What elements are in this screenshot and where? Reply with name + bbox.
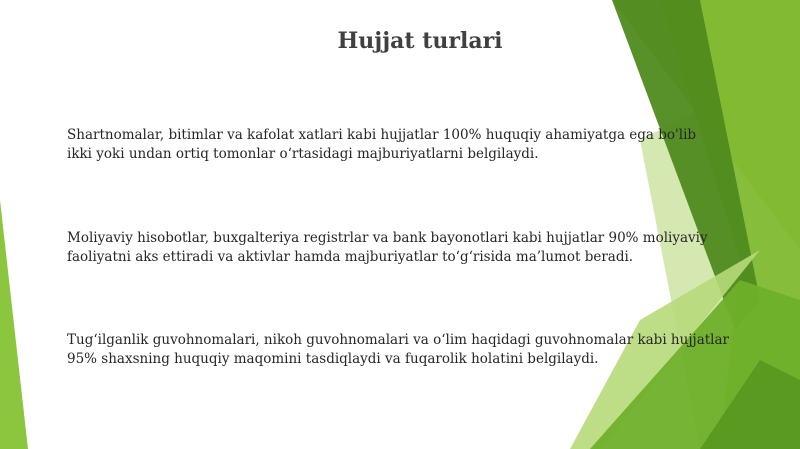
paragraph-line: Shartnomalar, bitimlar va kafolat xatlari kabi hujjatlar 100% huquqiy ahamiyatga ega bo'lib: [67, 127, 697, 143]
paragraph-certificates: [67, 331, 787, 369]
paragraph-contracts: [67, 126, 787, 164]
paragraph-line: 95% shaxsning huquqiy maqomini tasdiqlaydi va fuqarolik holatini belgilaydi.: [67, 351, 599, 367]
slide-title: Hujjat turlari: [337, 28, 503, 54]
paragraph-line: Tug‘ilganlik guvohnomalari, nikoh guvohnomalari va o‘lim haqidagi guvohnomalar kabi hujjatlar: [67, 332, 729, 348]
paragraph-line: Moliyaviy hisobotlar, buxgalteriya registrlar va bank bayonotlari kabi hujjatlar 90% moliyaviy: [67, 230, 708, 246]
paragraph-line: faoliyatni aks ettiradi va aktivlar hamda majburiyatlar to‘g‘risida ma’lumot beradi.: [67, 249, 634, 265]
paragraph-line: ikki yoki undan ortiq tomonlar o‘rtasidagi majburiyatlarni belgilaydi.: [67, 146, 539, 162]
paragraph-financial: [67, 229, 787, 267]
